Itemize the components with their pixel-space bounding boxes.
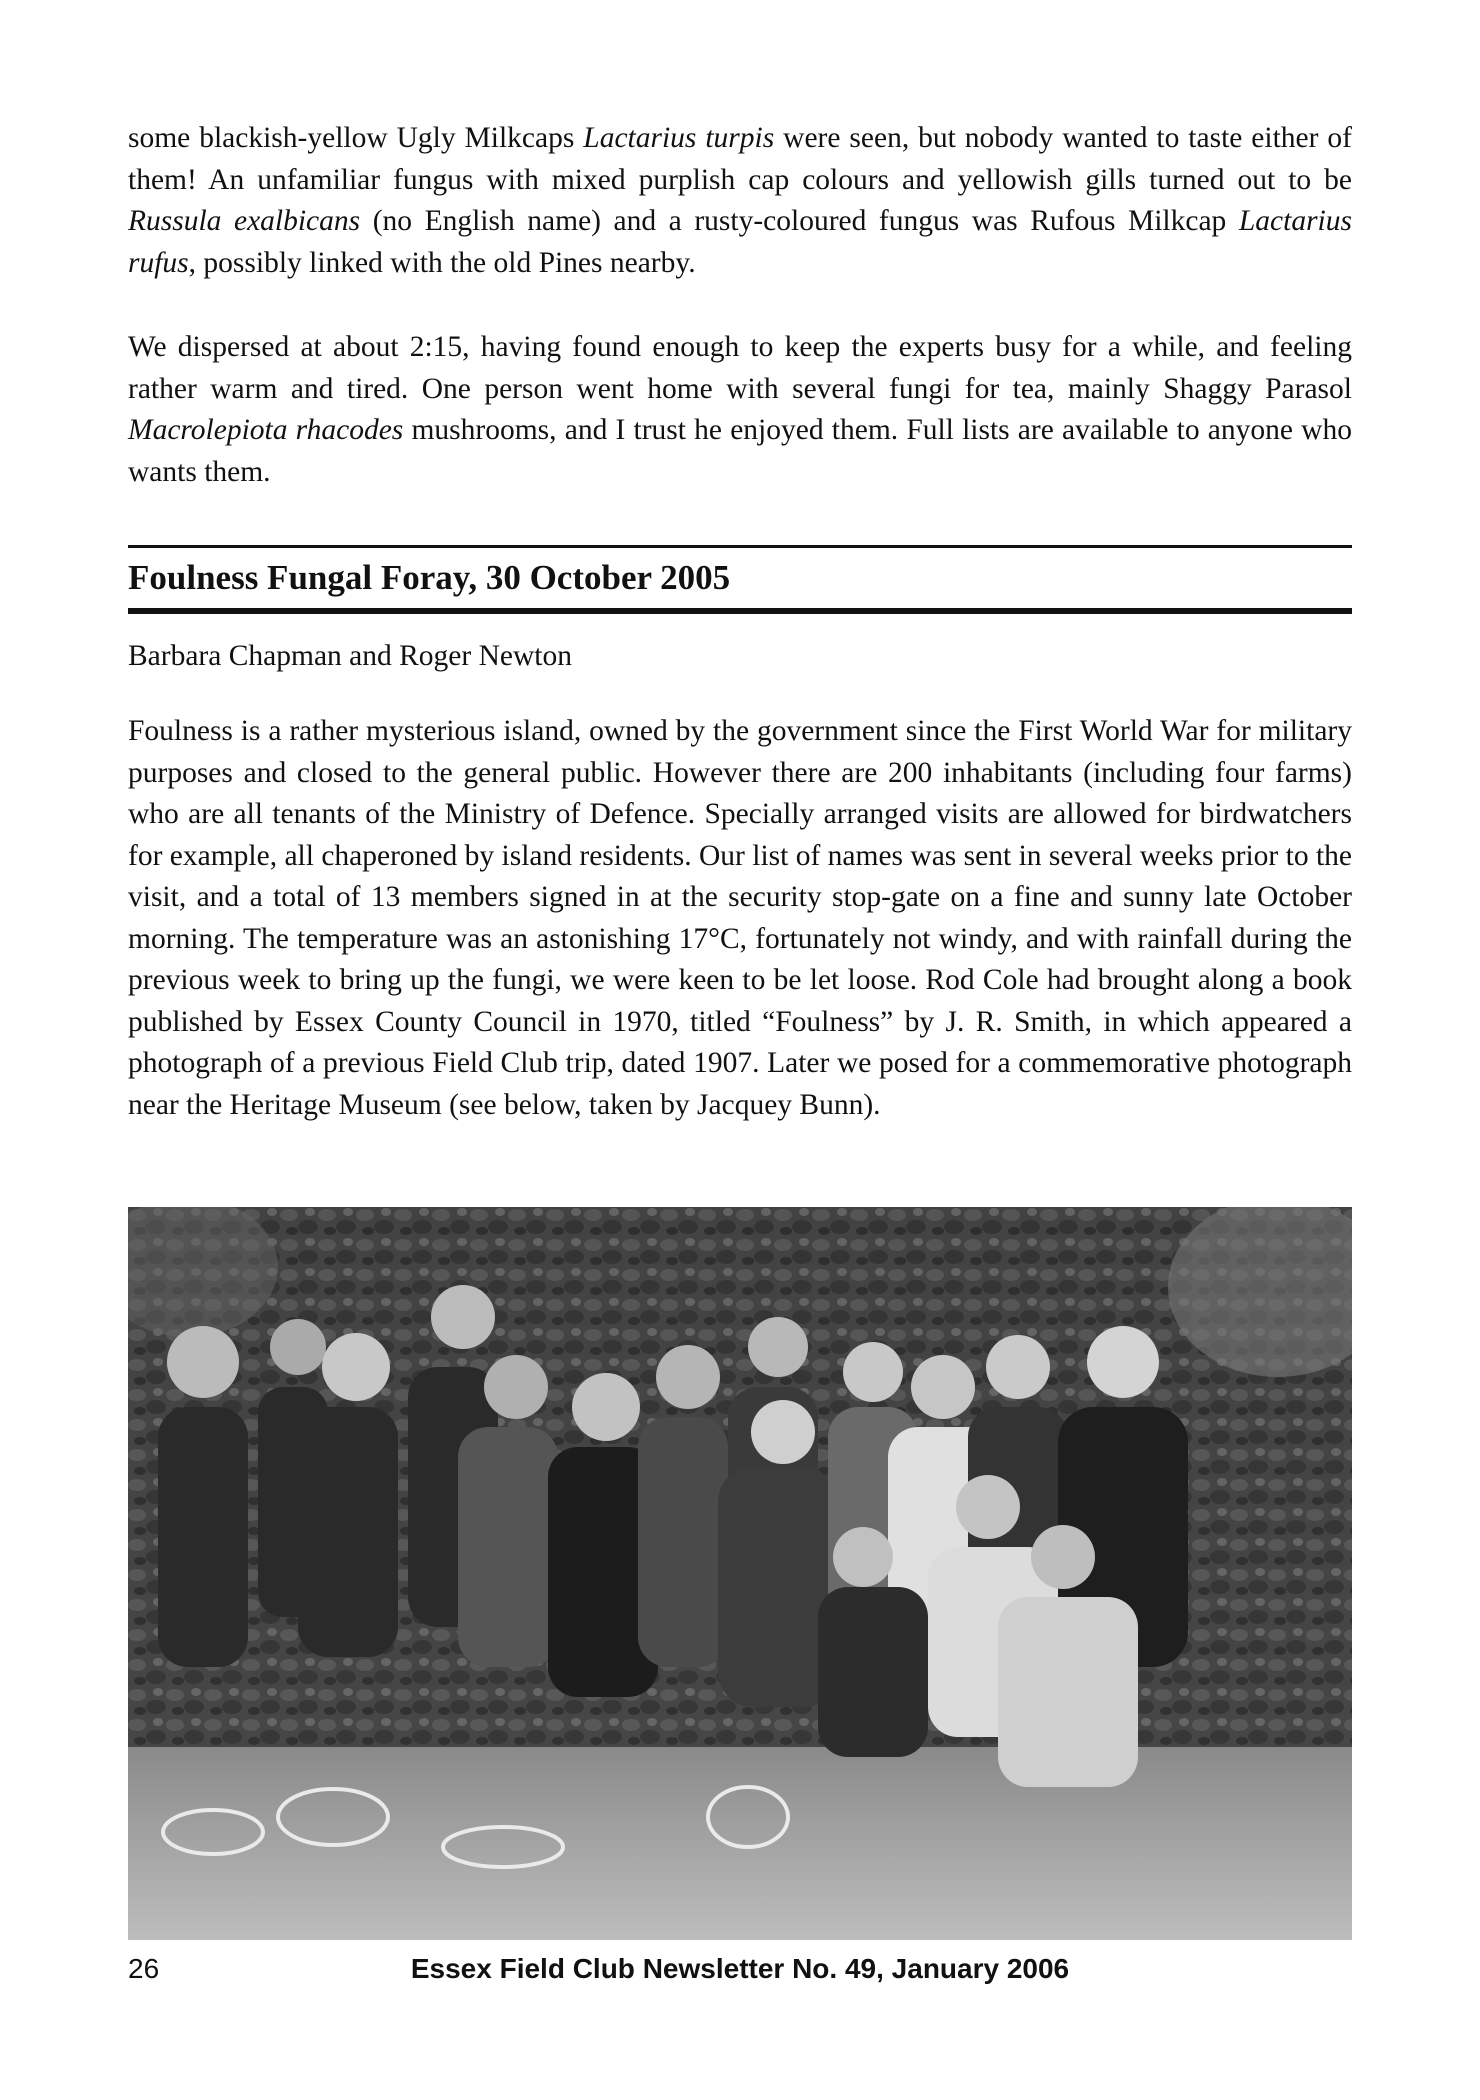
species-name: Macrolepiota rhacodes: [128, 414, 404, 446]
text-run: We dispersed at about 2:15, having found enough to keep the experts busy for a while, and feeling rather warm and tired. One person went home with several fungi for tea, mainly Shaggy Parasol: [128, 331, 1352, 405]
group-photograph: [128, 1207, 1352, 1940]
species-name: Lactarius rufus: [128, 205, 1352, 279]
text-run: mushrooms, and I trust he enjoyed them. Full lists are available to anyone who wants them.: [128, 414, 1352, 488]
species-name: Lactarius turpis: [583, 122, 775, 154]
article-authors: Barbara Chapman and Roger Newton: [128, 640, 572, 672]
text-run: (no English name) and a rusty-coloured fungus was Rufous Milkcap: [360, 205, 1239, 237]
text-run: some blackish-yellow Ugly Milkcaps: [128, 122, 584, 154]
page-number: 26: [128, 1953, 160, 1984]
text-run: , possibly linked with the old Pines nearby.: [188, 246, 696, 279]
text-run: were seen, but nobody wanted to taste either of them! An unfamiliar fungus with mixed purplish cap colours and yellowish gills turned out to be: [128, 122, 1352, 196]
paragraph-dispersal: [128, 327, 1352, 493]
paragraph-fungi-finds: [128, 118, 1352, 284]
species-name: Russula exalbicans: [128, 205, 361, 237]
heading-rule-top: [128, 545, 1352, 548]
article-paragraph: Foulness is a rather mysterious island, owned by the government since the First World War for military purposes and closed to the general public. However there are 200 inhabitants (including four farms) who are all tenants of the Ministry of Defence. Specially arranged visits are allowed for birdwatchers for example, all chaperoned by island residents. Our list of names was sent in several weeks prior to the visit, and a total of 13 members signed in at the security stop-gate on a fine and sunny late October morning. The temperature was an astonishing 17°C, fortunately not windy, and with rainfall during the previous week to bring up the fungi, we were keen to be let loose. Rod Cole had brought along a book published by Essex County Council in 1970, titled “Foulness” by J. R. Smith, in which appeared a photograph of a previous Field Club trip, dated 1907. Later we posed for a commemorative photograph near the Heritage Museum (see below, taken by Jacquey Bunn).: [128, 715, 1352, 1121]
heading-rule-bottom: [128, 608, 1352, 614]
article-heading: Foulness Fungal Foray, 30 October 2005: [128, 558, 731, 597]
newsletter-footer: Essex Field Club Newsletter No. 49, January 2006: [410, 1953, 1070, 1984]
